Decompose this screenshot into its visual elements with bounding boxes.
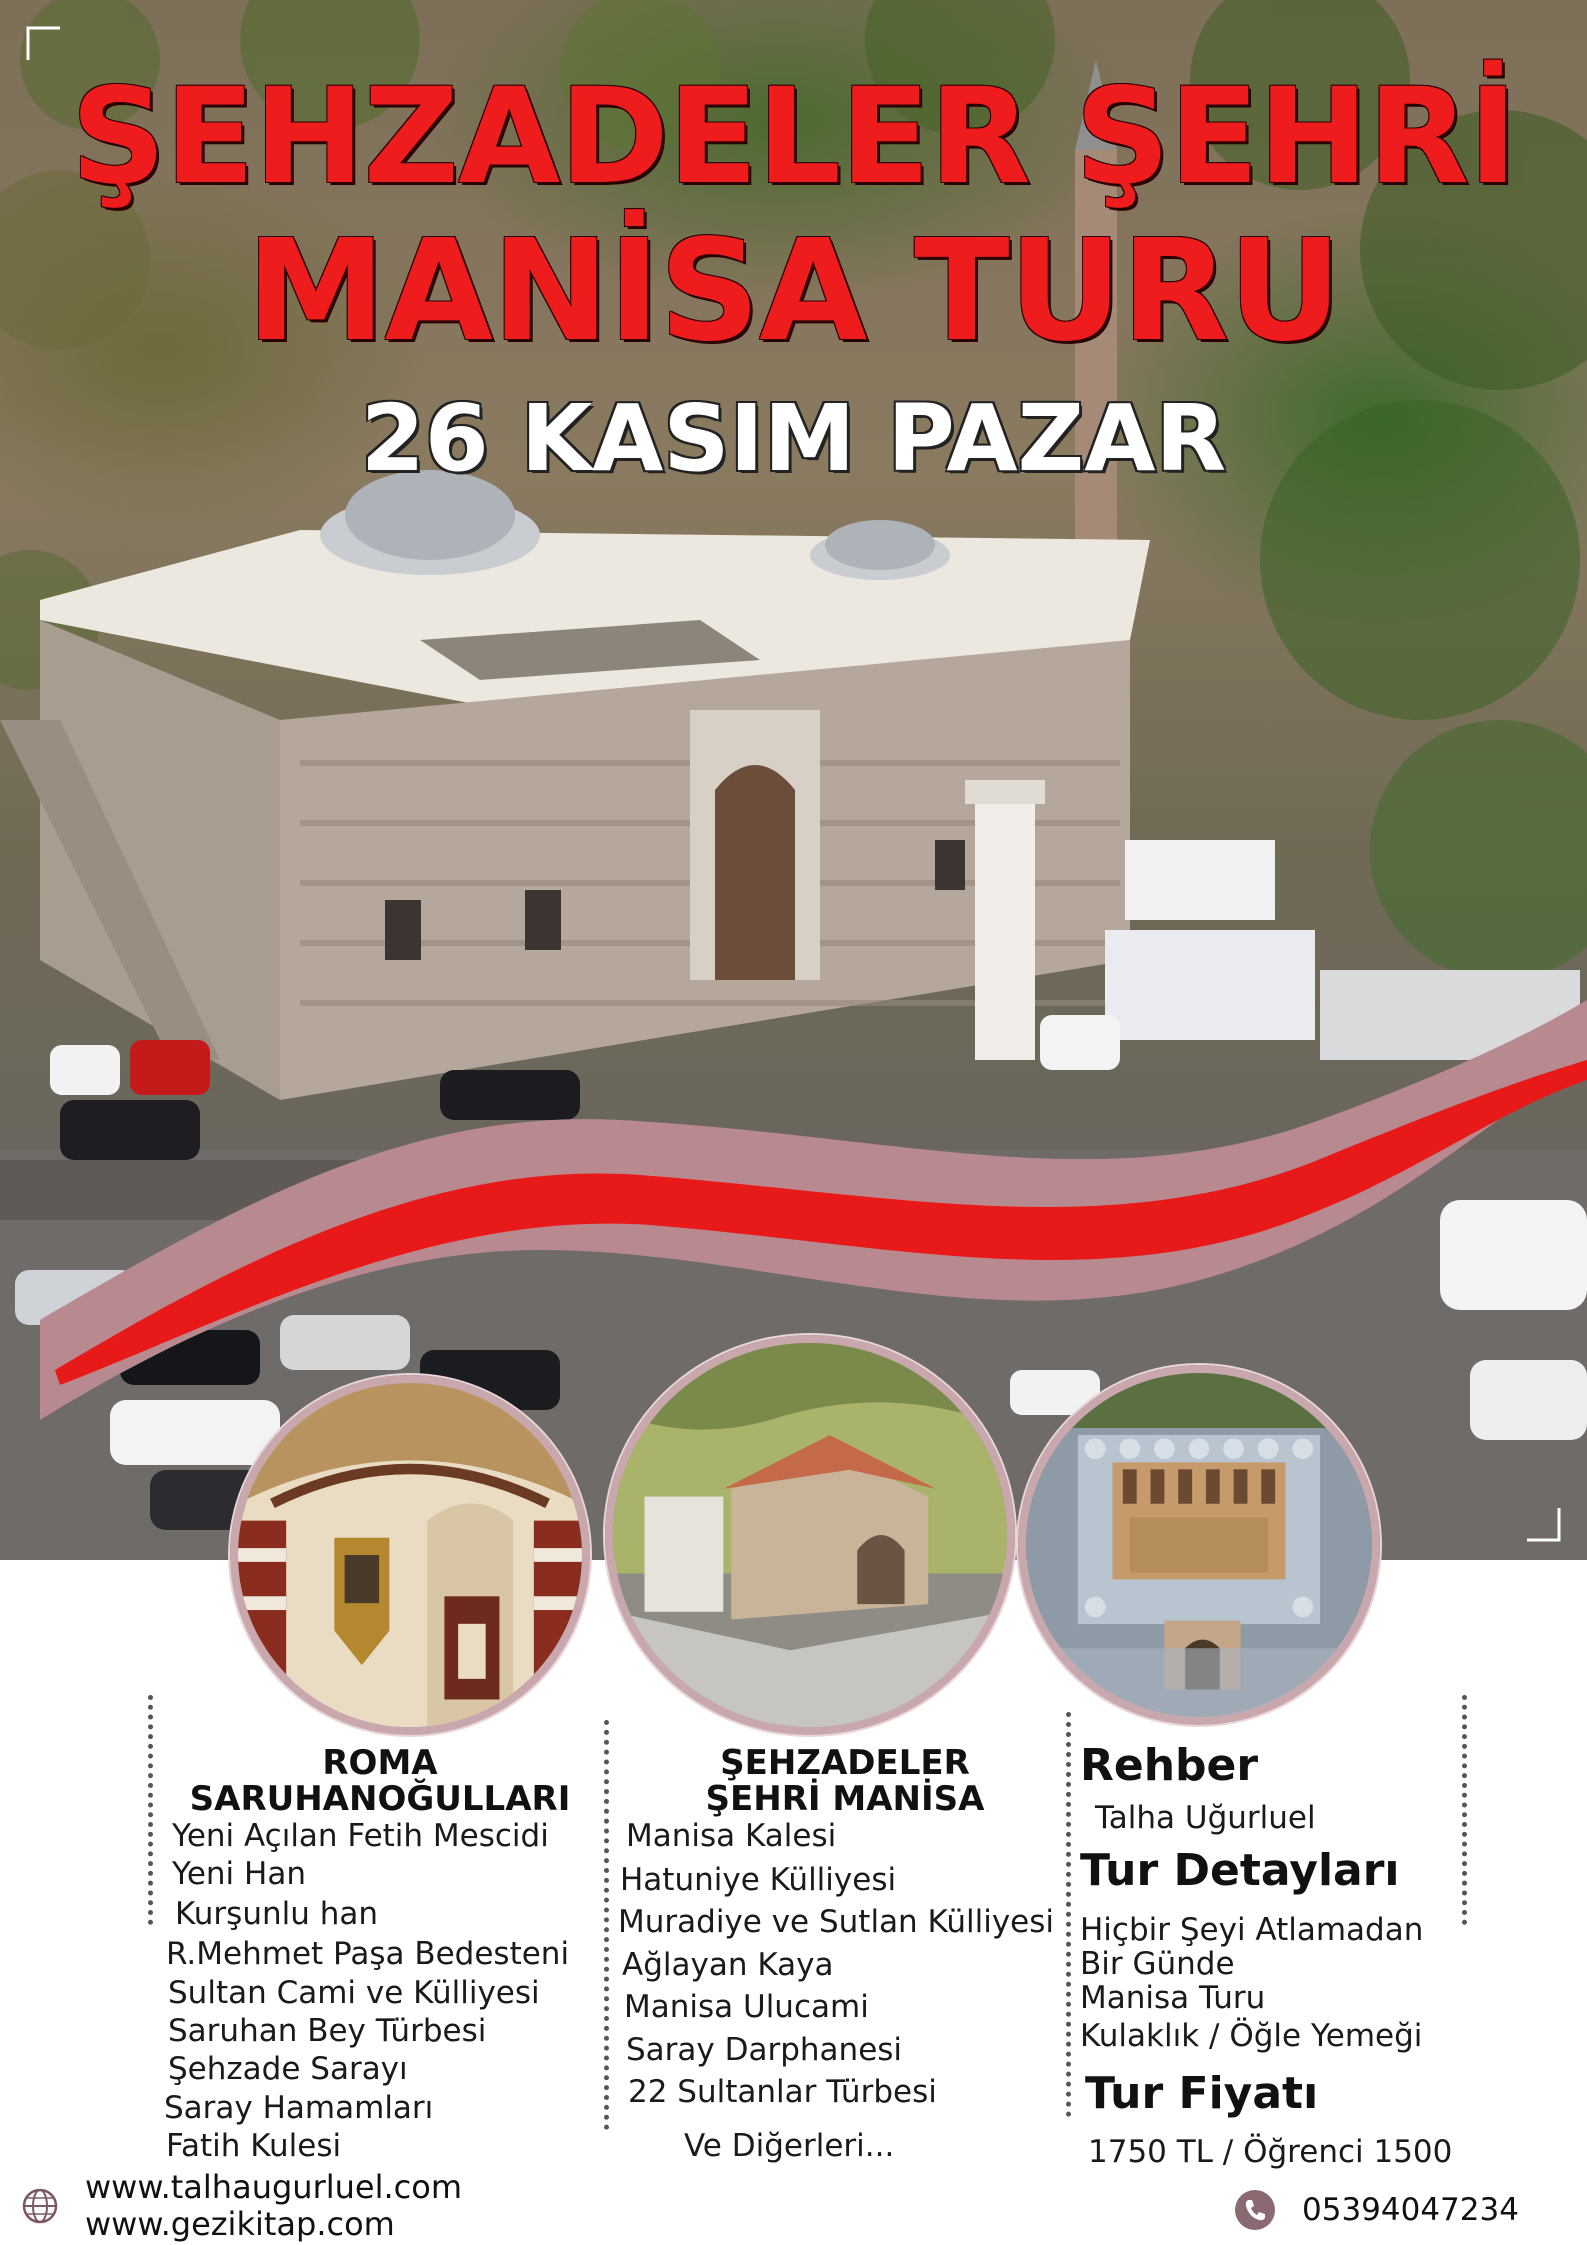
list-item: Saruhan Bey Türbesi xyxy=(168,2013,487,2049)
title-line-1: ŞEHZADELER ŞEHRİ xyxy=(70,60,1517,214)
guide-name: Talha Uğurluel xyxy=(1095,1800,1316,1836)
list-item: Saray Hamamları xyxy=(164,2090,434,2126)
list-item: Fatih Kulesi xyxy=(166,2128,342,2164)
circle-photo-mescit-interior xyxy=(230,1375,590,1735)
more-items-text: Ve Diğerleri... xyxy=(684,2128,895,2164)
detail-item: Kulaklık / Öğle Yemeği xyxy=(1080,2018,1423,2054)
guide-heading: Rehber xyxy=(1080,1740,1259,1791)
middle-column-heading: ŞEHZADELER ŞEHRİ MANİSA xyxy=(705,1743,985,1820)
price-heading: Tur Fiyatı xyxy=(1085,2068,1319,2119)
divider-left xyxy=(148,1695,153,1925)
list-item: R.Mehmet Paşa Bedesteni xyxy=(166,1936,570,1972)
circle-photo-darphane xyxy=(605,1335,1015,1735)
website-link-1[interactable]: www.talhaugurluel.com xyxy=(85,2168,462,2206)
list-item: Şehzade Sarayı xyxy=(168,2051,408,2087)
list-item: Hatuniye Külliyesi xyxy=(620,1862,897,1898)
divider-right xyxy=(1066,1712,1071,2117)
detail-item: Manisa Turu xyxy=(1080,1980,1266,2016)
list-item: Yeni Han xyxy=(172,1856,306,1892)
price-text: 1750 TL / Öğrenci 1500 xyxy=(1088,2134,1453,2170)
list-item: Saray Darphanesi xyxy=(626,2032,903,2068)
divider-middle xyxy=(604,1720,609,2130)
list-item: Ağlayan Kaya xyxy=(622,1947,834,1983)
list-item: Yeni Açılan Fetih Mescidi xyxy=(172,1818,549,1854)
list-item: Sultan Cami ve Külliyesi xyxy=(168,1975,540,2011)
tour-date: 26 KASIM PAZAR xyxy=(360,385,1227,492)
list-item: 22 Sultanlar Türbesi xyxy=(628,2074,937,2110)
globe-icon xyxy=(22,2188,58,2224)
list-item: Muradiye ve Sutlan Külliyesi xyxy=(618,1904,1055,1940)
detail-item: Bir Günde xyxy=(1080,1946,1235,1982)
list-item: Manisa Ulucami xyxy=(624,1989,869,2025)
list-item: Kurşunlu han xyxy=(175,1896,379,1932)
list-item: Manisa Kalesi xyxy=(626,1818,837,1854)
detail-item: Hiçbir Şeyi Atlamadan xyxy=(1080,1912,1424,1948)
circle-photo-kursunlu-han xyxy=(1018,1365,1380,1725)
phone-icon xyxy=(1235,2190,1275,2230)
left-column-heading: ROMA SARUHANOĞULLARI xyxy=(189,1743,571,1820)
divider-far-right xyxy=(1462,1695,1467,1925)
phone-number[interactable]: 05394047234 xyxy=(1302,2192,1519,2228)
details-heading: Tur Detayları xyxy=(1080,1845,1400,1896)
title-line-2: MANİSA TURU xyxy=(246,210,1341,373)
website-link-2[interactable]: www.gezikitap.com xyxy=(85,2205,395,2243)
